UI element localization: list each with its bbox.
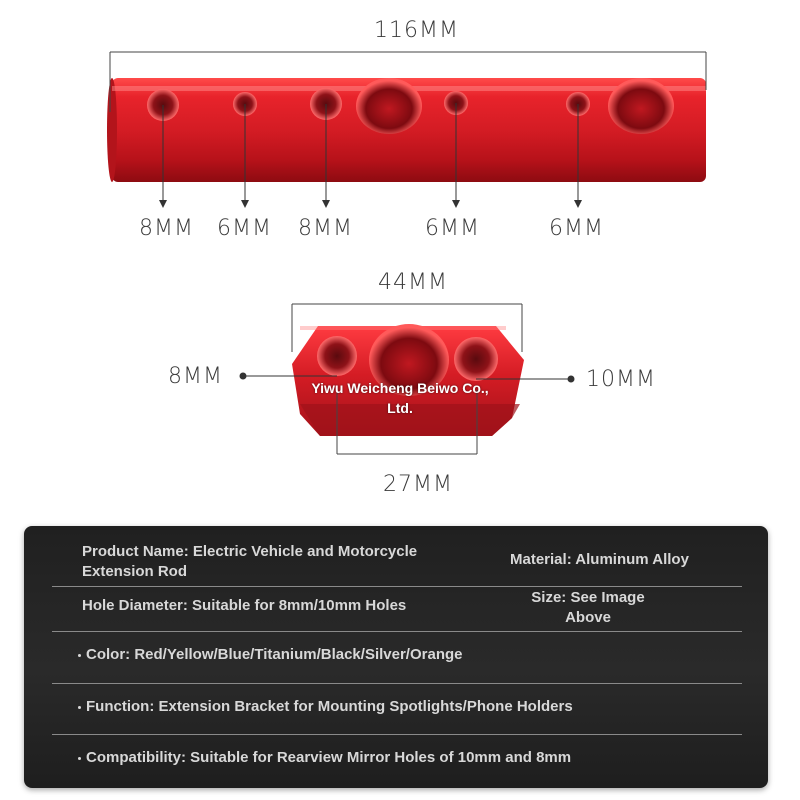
rod-length-label: 116MM	[374, 18, 459, 43]
rod-hole-label-3: 8MM	[298, 216, 353, 241]
rod-hole-label-1: 8MM	[139, 216, 194, 241]
rod-hole-label-5: 6MM	[549, 216, 604, 241]
spec-panel	[24, 526, 768, 788]
bracket-hole-8mm	[317, 336, 357, 376]
spec-product-name: Product Name: Electric Vehicle and Motorcycle Extension Rod	[82, 543, 418, 580]
rod-end-cap	[107, 78, 117, 182]
spec-function	[78, 697, 573, 717]
bracket-hole-10mm	[454, 337, 498, 381]
company-watermark: Yiwu Weicheng Beiwo Co., Ltd.	[311, 380, 489, 416]
spec-hole-diameter: Hole Diameter: Suitable for 8mm/10mm Holes	[82, 597, 407, 614]
spec-divider	[52, 631, 742, 632]
spec-divider	[52, 683, 742, 684]
bracket-right-hole-label: 10MM	[586, 367, 656, 392]
spec-size: Size: See Image Above	[531, 589, 645, 626]
spec-compatibility-text: Compatibility: Suitable for Rearview Mirror Holes of 10mm and 8mm	[86, 749, 572, 766]
bracket-width-label: 44MM	[378, 270, 448, 295]
spec-color-text: Color: Red/Yellow/Blue/Titanium/Black/Silver/Orange	[86, 646, 463, 663]
spec-divider	[52, 586, 742, 587]
bracket-spacing-label: 27MM	[383, 472, 453, 497]
bracket-left-hole-label: 8MM	[168, 364, 223, 389]
spec-color	[78, 645, 463, 665]
rod-hole-label-2: 6MM	[217, 216, 272, 241]
bullet-icon	[78, 654, 81, 657]
rod-hole-large-1	[356, 78, 422, 134]
spec-function-text: Function: Extension Bracket for Mounting Spotlights/Phone Holders	[86, 698, 573, 715]
spec-material: Material: Aluminum Alloy	[510, 551, 689, 568]
rod-hole-label-4: 6MM	[425, 216, 480, 241]
bullet-icon	[78, 757, 81, 760]
rod-hole-large-2	[608, 78, 674, 134]
spec-divider	[52, 734, 742, 735]
spec-compatibility	[78, 748, 571, 768]
bullet-icon	[78, 706, 81, 709]
